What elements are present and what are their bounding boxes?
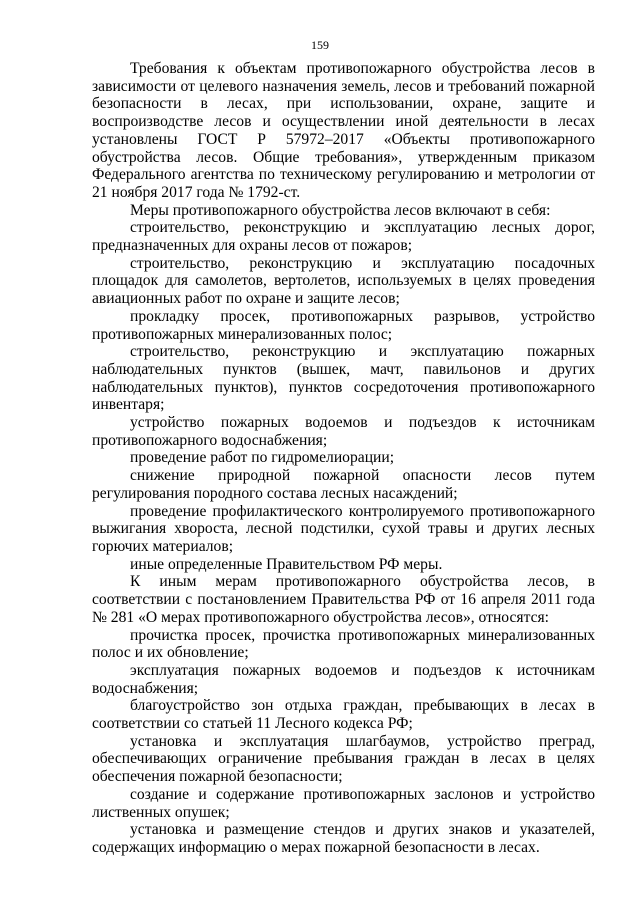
list-item: строительство, реконструкцию и эксплуатацию посадочных площадок для самолетов, вертолетов, используемых в целях проведения авиационных работ по охране и защите лесов; (92, 254, 595, 308)
list-item: установка и эксплуатация шлагбаумов, устройство преград, обеспечивающих ограничение пребывания граждан в лесах в целях обеспечения пожарной безопасности; (92, 732, 595, 786)
list-item: снижение природной пожарной опасности лесов путем регулирования породного состава лесных насаждений; (92, 467, 595, 502)
paragraph-gost-requirements: Требования к объектам противопожарного обустройства лесов в зависимости от целевого назначения земель, лесов и требований пожарной безопасности в лесах, при использовании, охране, защите и воспроизводстве лесов и осуществлении иной деятельности в лесах установлены ГОСТ Р 57972–2017 «Объекты противопожарного обустройства лесов. Общие требования», утвержденным приказом Федерального агентства по техническому регулированию и метрологии от 21 ноября 2017 года № 1792-ст. (92, 60, 595, 201)
paragraph-measures-intro: Меры противопожарного обустройства лесов включают в себя: (130, 201, 551, 219)
body-text (92, 60, 595, 857)
list-item: эксплуатация пожарных водоемов и подъездов к источникам водоснабжения; (92, 661, 595, 697)
list-item: благоустройство зон отдыха граждан, пребывающих в лесах в соответствии со статьей 11 Лесного кодекса РФ; (92, 697, 595, 733)
list-item: создание и содержание противопожарных заслонов и устройство лиственных опушек; (92, 785, 595, 821)
list-item: проведение профилактического контролируемого противопожарного выжигания хвороста, лесной подстилки, сухой травы и других лесных горючих материалов; (92, 502, 595, 555)
list-item: прокладку просек, противопожарных разрывов, устройство противопожарных минерализованных полос; (92, 307, 595, 343)
list-item: установка и размещение стендов и других знаков и указателей, содержащих информацию о мерах пожарной безопасности в лесах. (92, 821, 595, 856)
list-item: строительство, реконструкцию и эксплуатацию лесных дорог, предназначенных для охраны лесов от пожаров; (92, 219, 595, 255)
list-item: устройство пожарных водоемов и подъездов к источникам противопожарного водоснабжения; (92, 414, 595, 449)
list-item: прочистка просек, прочистка противопожарных минерализованных полос и их обновление; (92, 626, 595, 662)
list-item: строительство, реконструкцию и эксплуатацию пожарных наблюдательных пунктов (вышек, мачт, павильонов и других наблюдательных пунктов), пунктов сосредоточения противопожарного инвентаря; (92, 343, 595, 414)
page-number: 159 (311, 38, 329, 52)
paragraph-other-measures-intro: К иным мерам противопожарного обустройства лесов, в соответствии с постановлением Правительства РФ от 16 апреля 2011 года № 281 «О мерах противопожарного обустройства лесов», относятся: (92, 573, 595, 626)
list-item: иные определенные Правительством РФ меры. (130, 555, 443, 573)
list-item: проведение работ по гидромелиорации; (130, 449, 395, 467)
